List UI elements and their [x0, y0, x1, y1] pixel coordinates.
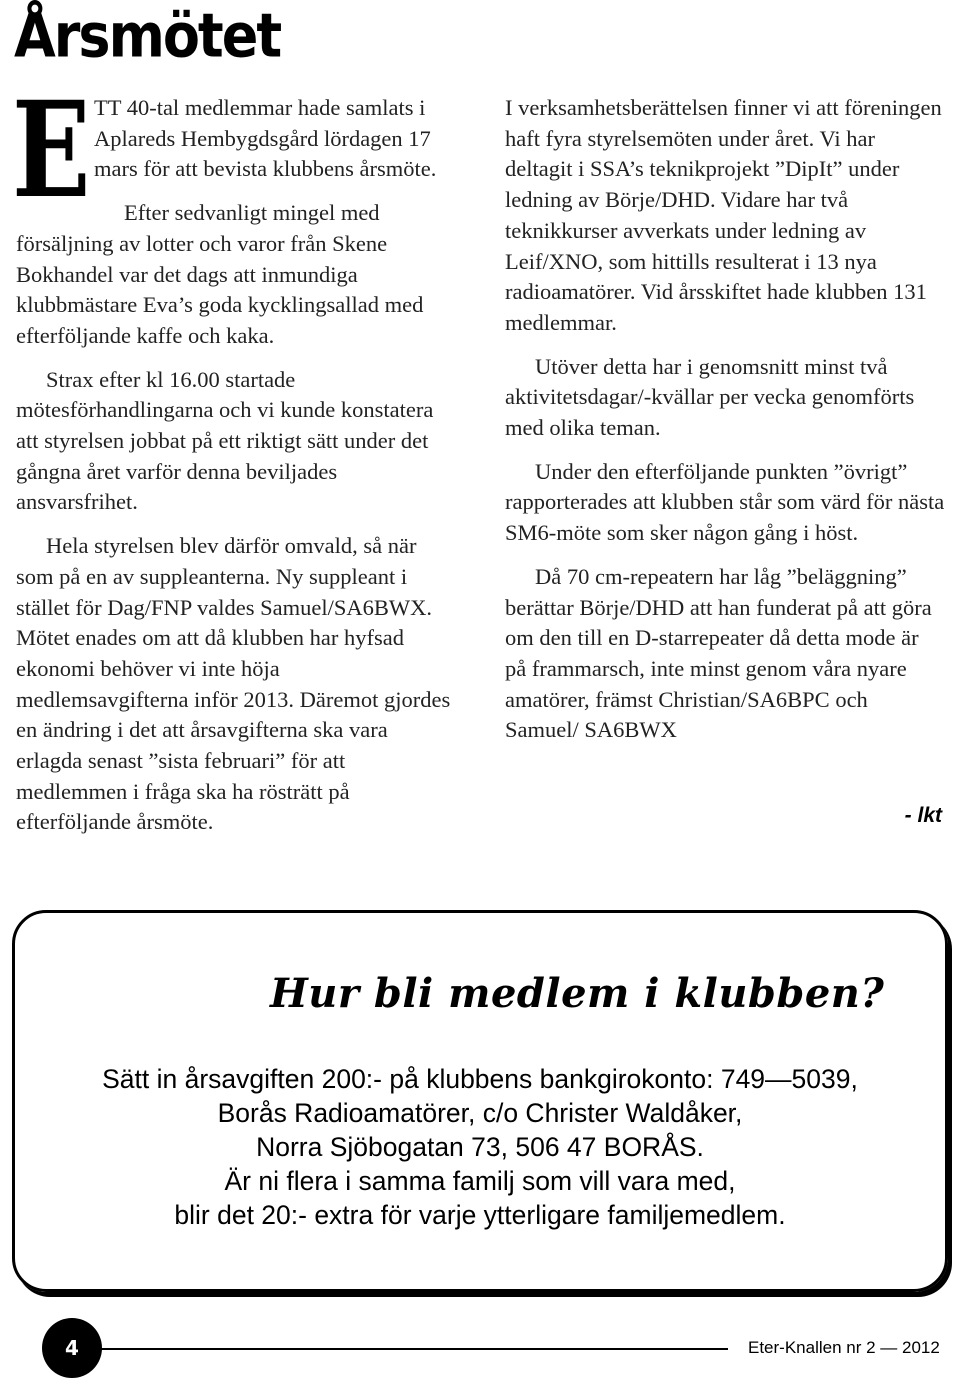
article-left-column [12, 73, 456, 851]
membership-box-text [30, 1062, 930, 1232]
membership-line: Är ni flera i samma familj som vill vara med, [224, 1166, 736, 1196]
membership-line: Borås Radioamatörer, c/o Christer Waldåker, [217, 1098, 743, 1128]
membership-line: Norra Sjöbogatan 73, 506 47 BORÅS. [256, 1132, 704, 1162]
drop-cap: E [12, 73, 91, 228]
page-number: 4 [65, 1336, 79, 1360]
paragraph: I verksamhetsberättelsen finner vi att föreningen haft fyra styrelsemöten under året. Vi har deltagit i SSA’s teknikprojekt ”DipIt” under ledning av Börje/DHD. Vidare har två teknikkurser avverkats under ledning av Leif/XNO, som hittills resulterat i 13 nya radioamatörer. Vid årsskiftet hade klubben 131 medlemmar. [505, 95, 942, 335]
membership-line: blir det 20:- extra för varje ytterligare familjemedlem. [174, 1200, 786, 1230]
paragraph-intro: ETT 40-tal medlemmar hade samlats i Aplareds Hembygdsgård lördagen 17 mars för att bevista klubbens årsmöte. [12, 73, 437, 228]
paragraph: Utöver detta har i genomsnitt minst två aktivitetsdagar/-kvällar per vecka genomförts med olika teman. [505, 353, 915, 441]
article-right-column [505, 93, 945, 759]
membership-box-title: Hur bli medlem i klubben? [270, 970, 885, 1017]
paragraph: Då 70 cm-repeatern har låg ”beläggning” berättar Börje/DHD att han funderat på att göra om den till en D-starrepeater då detta mode är på frammarsch, inte minst genom våra nyare amatörer, främst Christian/SA6BPC och Samuel/ SA6BWX [505, 563, 932, 743]
footer-divider [100, 1348, 728, 1350]
page-number-badge [42, 1318, 102, 1378]
publication-footer: Eter-Knallen nr 2 — 2012 [748, 1338, 940, 1357]
paragraph: Under den efterföljande punkten ”övrigt” rapporterades att klubben står som värd för nästa SM6-möte som sker någon gång i höst. [505, 458, 945, 546]
article-title: Årsmötet [14, 0, 281, 71]
paragraph: Efter sedvanligt mingel med försäljning av lotter och varor från Skene Bokhandel var det dags att inmundiga klubbmästare Eva’s goda kycklingsallad med efterföljande kaffe och kaka. [16, 200, 424, 348]
paragraph: Hela styrelsen blev därför omvald, så när som på en av suppleanterna. Ny suppleant i stället för Dag/FNP valdes Samuel/SA6BWX. Mötet enades om att då klubben har hyfsad ekonomi behöver vi inte höja medlemsavgifterna inför 2013. Däremot gjordes en ändring i det att årsavgifterna ska vara erlagda senast ”sista februari” för att medlemmen i fråga ska ha rösträtt på efterföljande årsmöte. [16, 533, 451, 835]
membership-line: Sätt in årsavgiften 200:- på klubbens bankgirokonto: 749—5039, [102, 1064, 858, 1094]
paragraph: Strax efter kl 16.00 startade mötesförhandlingarna och vi kunde konstatera att styrelsen jobbat på ett riktigt sätt under det gångna året varför denna beviljades ansvarsfrihet. [16, 366, 434, 515]
author-signature: - lkt [904, 804, 942, 827]
